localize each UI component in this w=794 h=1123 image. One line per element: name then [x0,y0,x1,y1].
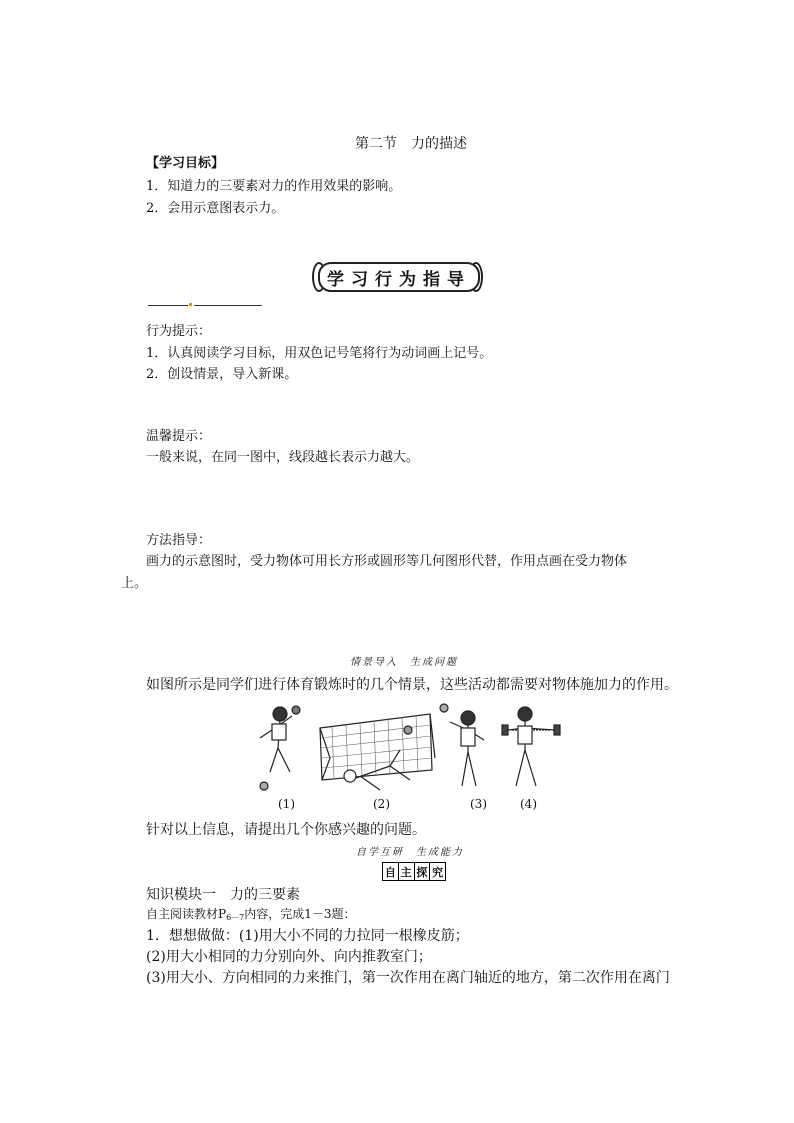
module1-title: 知识模块一 力的三要素 [146,887,300,903]
banner-char: 指 [423,269,447,290]
goals-heading: 【学习目标】 [146,156,225,171]
behavior-tip-1: 1．认真阅读学习目标，用双色记号笔将行为动词画上记号。 [146,346,493,361]
banner-char: 导 [447,269,471,290]
divider-short [148,305,188,306]
sports-illustration [250,700,570,800]
figure-expander [502,707,560,786]
section-banner [318,262,480,292]
divider-dot [189,303,192,306]
warm-tips-text: 一般来说，在同一图中，线段越长表示力越大。 [146,450,420,465]
figure-volleyball [440,704,484,786]
page-title: 第二节 力的描述 [355,136,467,152]
reading-pages: 6－7 [226,913,245,922]
box-char: 究 [432,865,444,879]
soccer-ball [404,726,412,734]
reading-pre: 自主阅读教材P [146,907,227,921]
figure-goalkeeper [344,750,410,790]
scene-heading: 情景导入 生成问题 [350,657,458,668]
scene-question: 针对以上信息，请提出几个你感兴趣的问题。 [146,822,426,838]
figure-label-2: (2) [373,797,390,811]
q1-line-2: (2)用大小相同的力分别向外、向内推教室门； [146,949,432,965]
figure-label-1: (1) [278,797,295,811]
figure-label-3: (3) [470,797,487,811]
reading-post: 内容，完成1－3题： [244,907,356,921]
method-heading: 方法指导： [146,533,212,548]
q1-line-3: (3)用大小、方向相同的力来推门，第一次作用在离门轴近的地方，第二次作用在离门 [146,970,670,986]
divider-long [194,305,262,306]
banner-char: 习 [351,269,375,290]
self-explore-box [382,862,446,881]
banner-char: 为 [399,269,423,290]
box-char: 主 [399,863,415,880]
goal-item-1: 1．知道力的三要素对力的作用效果的影响。 [146,179,402,194]
warm-tips-heading: 温馨提示： [146,429,212,444]
figure-thrower [260,707,292,772]
behavior-tip-2: 2．创设情景，导入新课。 [146,367,298,382]
ground-ball [260,782,268,790]
box-char: 探 [415,863,431,880]
figure-label-4: (4) [520,797,537,811]
shot-ball [292,706,300,714]
banner-char: 学 [327,269,351,290]
behavior-tips-heading: 行为提示： [146,324,212,339]
method-line-1: 画力的示意图时，受力物体可用长方形或圆形等几何图形代替，作用点画在受力物体 [146,554,628,569]
box-char: 自 [383,863,399,880]
scene-intro: 如图所示是同学们进行体育锻炼时的几个情景，这些活动都需要对物体施加力的作用。 [146,677,678,693]
goal-item-2: 2．会用示意图表示力。 [146,201,285,216]
self-study-heading: 自学互研 生成能力 [356,847,464,858]
method-line-2: 上。 [121,576,148,591]
banner-char: 行 [375,269,399,290]
q1-line-1: 1．想想做做：(1)用大小不同的力拉同一根橡皮筋； [146,928,469,944]
module1-reading [146,905,356,923]
